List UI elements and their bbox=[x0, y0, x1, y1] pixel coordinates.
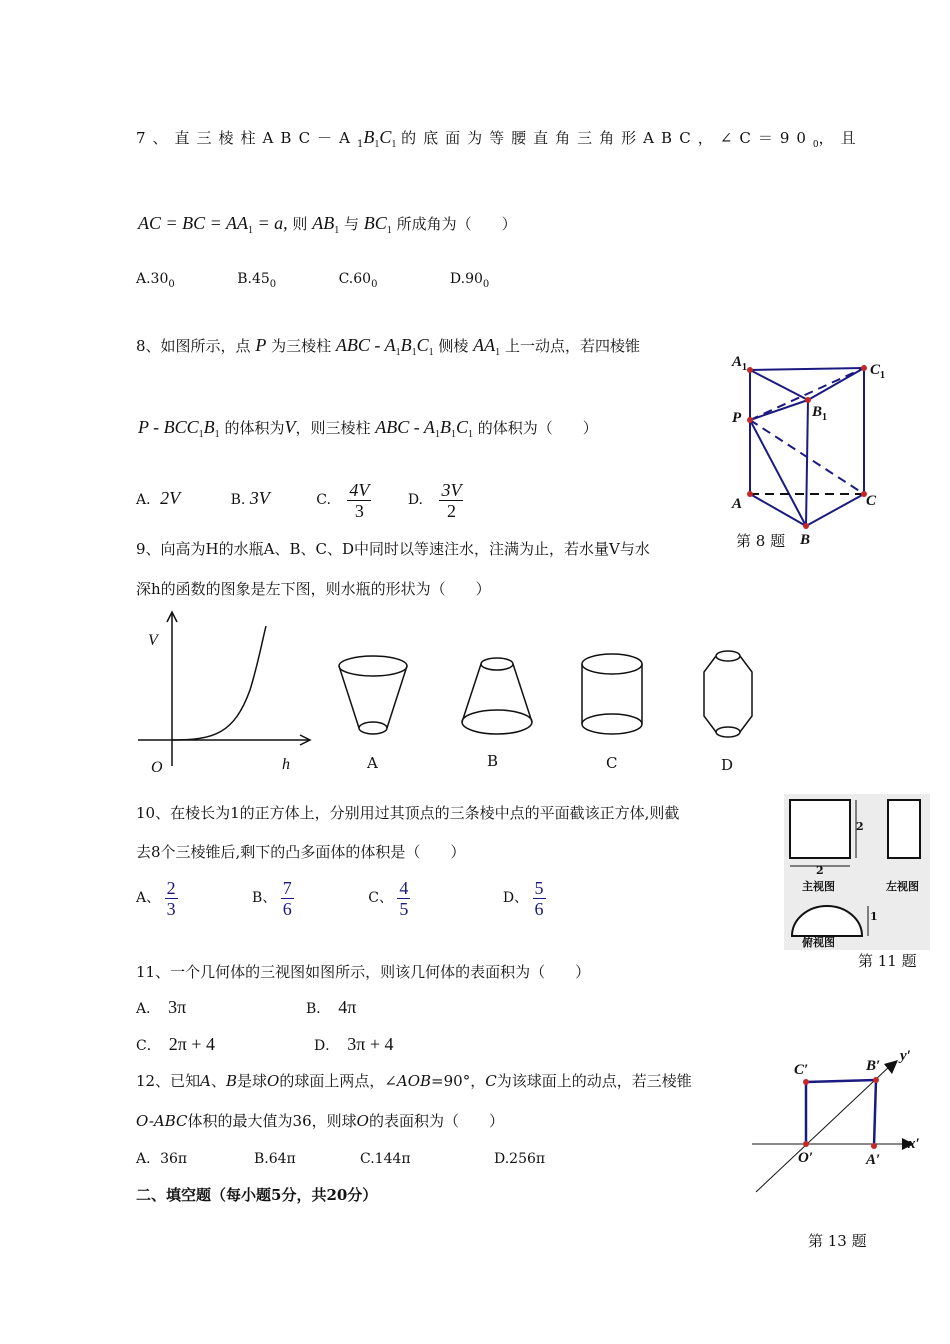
q13-label-o: O′ bbox=[798, 1150, 814, 1166]
q8-line1: 8、如图所示，点 P 为三棱柱 ABC - $A_1B_1C_1$ 侧棱 $AA_1$ 上一动点，若四棱锥 bbox=[136, 335, 640, 358]
q12-options bbox=[136, 1150, 546, 1168]
q7-b1c1: $B_1C_1$ bbox=[363, 127, 397, 150]
q9-label-d: D bbox=[721, 756, 734, 774]
q12-option-d[interactable]: D.256π bbox=[494, 1151, 546, 1167]
q7-option-a[interactable]: $A.30_0$ bbox=[136, 271, 175, 290]
section-2-heading: 二、填空题（每小题5分，共20分） bbox=[136, 1186, 378, 1204]
q9-axis-o: O bbox=[151, 759, 163, 776]
q11-option-b[interactable]: B． 4π bbox=[306, 997, 357, 1017]
q8-option-d[interactable]: D. $\frac{3V}{2}$ bbox=[407, 479, 462, 521]
q10-line1: 10、在棱长为1的正方体上，分别用过其顶点的三条棱中点的平面截该正方体,则截 bbox=[136, 804, 680, 822]
q11-view-front: 主视图 bbox=[802, 880, 835, 893]
q11-option-d[interactable]: D． 3π + 4 bbox=[314, 1034, 394, 1054]
q13-oblique-square-figure bbox=[752, 1052, 932, 1212]
q8-label-b1: $B_1$ bbox=[812, 404, 828, 423]
q9-bottle-d[interactable] bbox=[696, 642, 776, 752]
q7-options bbox=[136, 270, 489, 294]
q13-caption: 第 13 题 bbox=[808, 1232, 867, 1250]
q7-option-d[interactable]: $D.90_0$ bbox=[449, 271, 490, 290]
q7-line2: AC = BC = $AA_1 = a$, 则 $AB_1$ 与 $BC_1$ 所成角为（ ） bbox=[138, 213, 517, 236]
q7-ab1: $AB_1$ bbox=[312, 213, 340, 236]
q11-view-left: 左视图 bbox=[886, 880, 919, 893]
q12-line1: 12、已知A、B是球O的球面上两点，∠AOB=90°，C为该球面上的动点，若三棱锥 bbox=[136, 1072, 692, 1090]
q11-dim-2-horizontal: 2 bbox=[816, 864, 824, 877]
q8-label-c: C bbox=[866, 493, 877, 509]
q11-dim-1: 1 bbox=[870, 910, 878, 923]
q9-bottle-c[interactable] bbox=[572, 648, 662, 748]
q11-option-a[interactable]: A． 3π bbox=[136, 997, 187, 1017]
q8-pyramid: P - $BCC_1B_1$ bbox=[138, 417, 220, 440]
q11-dim-2-vertical: 2 bbox=[856, 820, 864, 833]
q12-option-b[interactable]: B.64π bbox=[254, 1151, 296, 1167]
q8-label-a1: $A_1$ bbox=[732, 354, 748, 373]
q10-options bbox=[136, 876, 546, 920]
q9-volume-graph bbox=[134, 606, 314, 776]
q11-options-row1 bbox=[136, 997, 357, 1018]
q10-option-c[interactable]: C、 $\frac{4}{5}$ bbox=[368, 877, 409, 919]
q11-view-top: 俯视图 bbox=[802, 936, 835, 949]
q7-bc1: $BC_1$ bbox=[363, 213, 392, 236]
q8-prism: ABC - $A_1B_1C_1$ bbox=[335, 335, 434, 358]
q8-line2: P - $BCC_1B_1$ 的体积为V，则三棱柱 ABC - $A_1B_1C_1$ 的体积为（ ） bbox=[138, 417, 598, 440]
q12-option-a[interactable]: A．36π bbox=[136, 1151, 188, 1167]
q8-prism-figure bbox=[728, 352, 908, 552]
q7-condition: AC = BC = $AA_1 = a$, bbox=[138, 213, 288, 236]
q10-option-d[interactable]: D、 $\frac{5}{6}$ bbox=[502, 877, 544, 919]
q9-bottle-a[interactable] bbox=[328, 652, 418, 742]
q10-line2: 去8个三棱锥后,剩下的凸多面体的体积是（ ） bbox=[136, 843, 466, 861]
q9-axis-v: V bbox=[148, 632, 158, 649]
q8-label-a: A bbox=[732, 496, 743, 512]
q12-line2: O-ABC体积的最大值为36，则球O的表面积为（ ） bbox=[136, 1112, 504, 1130]
q11-options-row2 bbox=[136, 1034, 394, 1055]
q7-text-b: 的底面为等腰直角三角形ABC，∠C＝90 bbox=[401, 129, 813, 147]
q7-option-c[interactable]: $C.60_0$ bbox=[338, 271, 378, 290]
q13-label-y: y′ bbox=[900, 1048, 911, 1064]
q7-option-b[interactable]: $B.45_0$ bbox=[237, 271, 277, 290]
q8-label-b: B bbox=[800, 532, 811, 548]
q8-option-a[interactable]: A．2V bbox=[136, 488, 181, 508]
q8-label-c1: $C_1$ bbox=[870, 362, 886, 381]
q8-option-b[interactable]: B. 3V bbox=[230, 488, 270, 508]
q7-line1: 7、直三棱柱$ABC-A_1B_1C_1$ 的底面为等腰直角三角形ABC，$\angle C=90_0$，且 bbox=[136, 127, 863, 150]
q11-option-c[interactable]: C． 2π + 4 bbox=[136, 1034, 215, 1054]
q8-label-p: P bbox=[732, 410, 742, 426]
q8-prism2: ABC - $A_1B_1C_1$ bbox=[375, 417, 473, 440]
q7-text-a: 7、直三棱柱ABC－A bbox=[136, 129, 357, 147]
q9-label-b: B bbox=[487, 752, 499, 770]
q8-edge: $AA_1$ bbox=[473, 335, 501, 358]
q10-option-a[interactable]: A、 $\frac{2}{3}$ bbox=[136, 877, 176, 919]
q13-label-c: C′ bbox=[794, 1062, 809, 1078]
q13-label-x: x′ bbox=[908, 1136, 920, 1152]
q8-caption: 第 8 题 bbox=[736, 532, 786, 550]
q9-line1: 9、向高为H的水瓶A、B、C、D中同时以等速注水，注满为止，若水量V与水 bbox=[136, 540, 650, 558]
q12-option-c[interactable]: C.144π bbox=[360, 1151, 411, 1167]
q8-option-c[interactable]: C. $\frac{4V}{3}$ bbox=[316, 479, 370, 521]
q9-label-a: A bbox=[367, 754, 378, 772]
q13-label-a: A′ bbox=[866, 1152, 881, 1168]
q9-label-c: C bbox=[606, 754, 618, 772]
q13-label-b: B′ bbox=[866, 1058, 881, 1074]
q11-line1: 11、一个几何体的三视图如图所示，则该几何体的表面积为（ ） bbox=[136, 963, 591, 981]
q11-caption: 第 11 题 bbox=[858, 952, 917, 970]
q8-options bbox=[136, 476, 463, 522]
q10-option-b[interactable]: B、 $\frac{7}{6}$ bbox=[252, 877, 292, 919]
q9-bottle-b[interactable] bbox=[452, 652, 542, 742]
q9-axis-h: h bbox=[282, 756, 290, 773]
q9-line2: 深h的函数的图象是左下图，则水瓶的形状为（ ） bbox=[136, 580, 491, 598]
q11-three-views-figure bbox=[784, 794, 930, 950]
